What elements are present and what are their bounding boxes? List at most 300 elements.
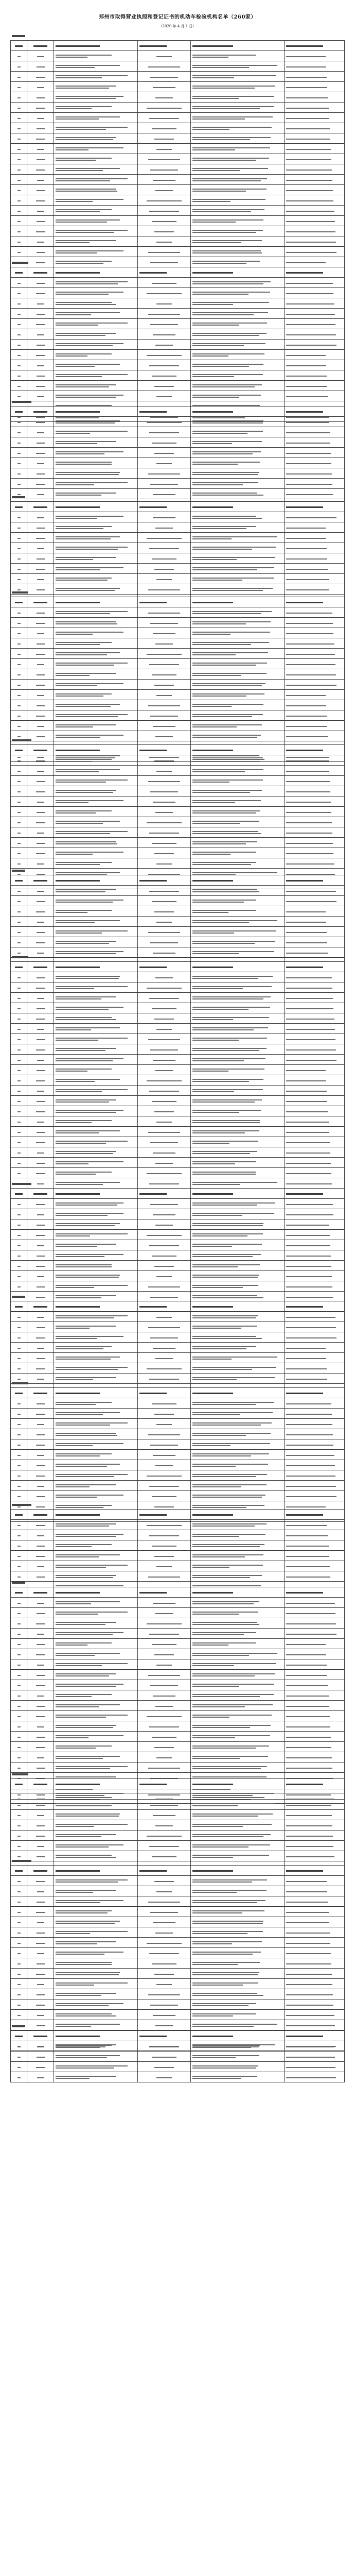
table-cell [191, 927, 285, 937]
table-row [11, 1800, 345, 1810]
table-cell [11, 721, 27, 731]
table-header-cell [54, 2031, 137, 2041]
table-cell [191, 1711, 285, 1721]
table-row [11, 638, 345, 649]
section-heading [10, 261, 28, 264]
table-cell [27, 1460, 54, 1470]
table-row [11, 329, 345, 340]
table-cell [285, 972, 345, 982]
table-row [11, 61, 345, 72]
table-cell [11, 1137, 27, 1147]
table-header-cell [191, 1866, 285, 1876]
table-cell [11, 1158, 27, 1168]
table-header-cell [11, 1388, 27, 1398]
table-cell [191, 628, 285, 638]
table-row [11, 1055, 345, 1065]
table-row [11, 993, 345, 1003]
table-cell [285, 564, 345, 574]
table-row [11, 1851, 345, 1861]
table-row [11, 144, 345, 154]
table-header-row [11, 2031, 345, 2041]
table-cell [191, 1831, 285, 1841]
table-cell [137, 1281, 191, 1292]
table-cell [27, 448, 54, 458]
table-row [11, 1690, 345, 1701]
table-cell [54, 690, 137, 700]
table-cell [285, 1701, 345, 1711]
table-cell [191, 288, 285, 298]
table-cell [285, 82, 345, 92]
table-cell [27, 417, 54, 427]
table-header-cell [137, 1301, 191, 1312]
table-cell [191, 1419, 285, 1429]
table-cell [27, 1106, 54, 1116]
table-cell [54, 1250, 137, 1261]
table-cell [137, 1690, 191, 1701]
table-cell [285, 543, 345, 553]
table-cell [285, 1711, 345, 1721]
table-cell [191, 82, 285, 92]
table-cell [285, 298, 345, 309]
table-cell [191, 1230, 285, 1240]
table-cell [137, 649, 191, 659]
table-header-cell [27, 1301, 54, 1312]
table-header-cell [137, 1866, 191, 1876]
table-cell [285, 1209, 345, 1219]
table-cell [54, 1332, 137, 1343]
section-heading [10, 1503, 31, 1506]
table-cell [54, 489, 137, 499]
table-cell [137, 1158, 191, 1168]
table-cell [54, 1312, 137, 1322]
table-cell [54, 1230, 137, 1240]
table-cell [11, 838, 27, 848]
table-cell [54, 1618, 137, 1629]
table-cell [285, 1261, 345, 1271]
table-cell [54, 680, 137, 690]
registry-table [10, 1865, 345, 2051]
table-cell [54, 1608, 137, 1618]
table-cell [27, 2072, 54, 2082]
table-cell [11, 1491, 27, 1501]
table-cell [137, 1127, 191, 1137]
table-cell [54, 533, 137, 543]
table-cell [54, 1003, 137, 1013]
table-cell [137, 848, 191, 858]
table-cell [137, 993, 191, 1003]
table-cell [27, 1491, 54, 1501]
table-cell [27, 1886, 54, 1896]
table-cell [27, 1481, 54, 1491]
table-header-cell [11, 1510, 27, 1520]
table-row [11, 584, 345, 595]
table-row [11, 1409, 345, 1419]
table-cell [54, 1639, 137, 1649]
table-cell [285, 618, 345, 628]
table-cell [54, 669, 137, 680]
table-cell [285, 1491, 345, 1501]
table-cell [11, 1598, 27, 1608]
table-cell [191, 700, 285, 710]
table-header-row [11, 597, 345, 607]
table-cell [54, 2062, 137, 2072]
table-cell [191, 72, 285, 82]
table-cell [54, 1086, 137, 1096]
table-cell [285, 848, 345, 858]
table-cell [11, 309, 27, 319]
table-cell [285, 329, 345, 340]
table-header-cell [191, 597, 285, 607]
table-cell [11, 1639, 27, 1649]
table-cell [285, 1137, 345, 1147]
table-cell [191, 1363, 285, 1374]
table-cell [191, 755, 285, 766]
table-cell [27, 1199, 54, 1209]
table-cell [11, 776, 27, 786]
table-cell [27, 1240, 54, 1250]
table-row [11, 381, 345, 391]
table-row [11, 468, 345, 479]
table-cell [191, 1752, 285, 1762]
table-row [11, 1158, 345, 1168]
table-cell [285, 2062, 345, 2072]
table-cell [191, 1701, 285, 1711]
table-cell [11, 479, 27, 489]
section-heading [10, 869, 25, 872]
table-cell [137, 1322, 191, 1332]
table-header-row [11, 502, 345, 512]
table-cell [137, 1927, 191, 1938]
table-cell [191, 1470, 285, 1481]
table-cell [27, 1907, 54, 1917]
table-header-cell [11, 1779, 27, 1789]
table-cell [54, 807, 137, 817]
table-cell [11, 1841, 27, 1851]
table-cell [191, 437, 285, 448]
table-cell [54, 972, 137, 982]
table-cell [285, 458, 345, 468]
table-cell [27, 1470, 54, 1481]
table-cell [11, 607, 27, 618]
table-cell [27, 51, 54, 61]
table-header-row [11, 1189, 345, 1199]
table-header-cell [285, 1510, 345, 1520]
table-header-cell [137, 41, 191, 51]
table-cell [11, 206, 27, 216]
table-cell [11, 1470, 27, 1481]
table-cell [137, 659, 191, 669]
table-cell [137, 1732, 191, 1742]
table-cell [27, 564, 54, 574]
table-cell [191, 817, 285, 827]
table-cell [285, 61, 345, 72]
table-cell [285, 1332, 345, 1343]
table-cell [137, 458, 191, 468]
section-heading-placeholder [12, 870, 25, 872]
table-cell [27, 1158, 54, 1168]
table-row [11, 479, 345, 489]
table-cell [11, 1261, 27, 1271]
table-cell [191, 1551, 285, 1561]
section-heading-placeholder [12, 1296, 25, 1298]
table-header-cell [285, 41, 345, 51]
table-cell [191, 1896, 285, 1907]
table-cell [191, 584, 285, 595]
table-cell [54, 309, 137, 319]
table-cell [54, 512, 137, 522]
table-cell [285, 381, 345, 391]
table-header-row [11, 1301, 345, 1312]
table-cell [191, 391, 285, 401]
table-cell [285, 796, 345, 807]
table-row [11, 206, 345, 216]
table-cell [191, 1639, 285, 1649]
table-row [11, 1491, 345, 1501]
table-cell [27, 257, 54, 267]
table-cell [54, 906, 137, 917]
table-cell [27, 1429, 54, 1439]
table-cell [137, 1343, 191, 1353]
table-cell [27, 533, 54, 543]
table-cell [137, 1820, 191, 1831]
table-cell [27, 807, 54, 817]
table-cell [285, 1178, 345, 1189]
table-header-cell [11, 1866, 27, 1876]
table-cell [191, 669, 285, 680]
section-heading [10, 955, 28, 959]
table-cell [11, 1240, 27, 1250]
table-row [11, 2020, 345, 2030]
table-cell [191, 659, 285, 669]
table-cell [27, 1343, 54, 1353]
table-cell [54, 103, 137, 113]
table-cell [27, 123, 54, 133]
table-cell [54, 417, 137, 427]
table-cell [11, 710, 27, 721]
table-cell [285, 1230, 345, 1240]
table-cell [285, 1896, 345, 1907]
table-header-cell [11, 597, 27, 607]
table-row [11, 1481, 345, 1491]
table-cell [27, 1649, 54, 1659]
table-row [11, 391, 345, 401]
table-cell [27, 288, 54, 298]
table-cell [191, 1999, 285, 2010]
table-cell [27, 247, 54, 257]
table-cell [27, 1271, 54, 1281]
table-row [11, 257, 345, 267]
table-cell [54, 1752, 137, 1762]
table-header-cell [11, 1189, 27, 1199]
table-cell [11, 1752, 27, 1762]
table-row [11, 1137, 345, 1147]
table-cell [11, 1690, 27, 1701]
section-heading-placeholder [12, 35, 25, 37]
table-cell [54, 776, 137, 786]
table-cell [11, 1999, 27, 2010]
table-header-cell [11, 267, 27, 278]
table-cell [285, 164, 345, 175]
table-cell [191, 1271, 285, 1281]
table-cell [285, 522, 345, 533]
table-header-row [11, 41, 345, 51]
table-header-cell [11, 502, 27, 512]
table-cell [285, 1044, 345, 1055]
table-cell [137, 1460, 191, 1470]
table-cell [27, 489, 54, 499]
table-row [11, 1178, 345, 1189]
table-cell [285, 680, 345, 690]
table-cell [54, 437, 137, 448]
table-cell [137, 206, 191, 216]
table-cell [285, 1732, 345, 1742]
table-cell [191, 1374, 285, 1384]
table-cell [137, 1618, 191, 1629]
table-cell [27, 437, 54, 448]
table-cell [285, 1886, 345, 1896]
table-row [11, 1439, 345, 1450]
table-cell [27, 1086, 54, 1096]
table-row [11, 2010, 345, 2020]
table-cell [11, 103, 27, 113]
table-cell [137, 278, 191, 288]
table-cell [27, 1618, 54, 1629]
table-cell [27, 796, 54, 807]
table-row [11, 807, 345, 817]
table-cell [27, 1332, 54, 1343]
table-header-cell [27, 267, 54, 278]
table-cell [27, 512, 54, 522]
table-cell [11, 458, 27, 468]
table-cell [191, 574, 285, 584]
table-row [11, 427, 345, 437]
table-cell [27, 1948, 54, 1958]
table-cell [137, 947, 191, 958]
table-cell [137, 1629, 191, 1639]
table-cell [27, 1701, 54, 1711]
table-cell [137, 1075, 191, 1086]
table-cell [137, 1659, 191, 1670]
table-cell [285, 776, 345, 786]
table-cell [137, 1958, 191, 1969]
table-cell [285, 917, 345, 927]
table-cell [27, 1250, 54, 1261]
table-cell [11, 164, 27, 175]
table-cell [27, 309, 54, 319]
table-cell [27, 1147, 54, 1158]
table-cell [137, 1670, 191, 1680]
section-heading-placeholder [12, 401, 31, 403]
table-row [11, 1841, 345, 1851]
table-cell [11, 1219, 27, 1230]
table-cell [137, 858, 191, 869]
table-cell [11, 226, 27, 236]
table-cell [11, 1086, 27, 1096]
table-cell [137, 468, 191, 479]
table-cell [285, 113, 345, 123]
table-cell [27, 1876, 54, 1886]
table-row [11, 72, 345, 82]
table-row [11, 553, 345, 564]
table-cell [54, 1460, 137, 1470]
table-cell [11, 216, 27, 226]
table-cell [285, 947, 345, 958]
table-cell [27, 1917, 54, 1927]
table-cell [54, 584, 137, 595]
table-cell [137, 417, 191, 427]
table-header-cell [54, 41, 137, 51]
table-cell [11, 236, 27, 247]
table-cell [191, 206, 285, 216]
table-cell [11, 796, 27, 807]
table-cell [27, 618, 54, 628]
table-header-cell [11, 406, 27, 417]
table-cell [11, 1831, 27, 1841]
table-cell [137, 2062, 191, 2072]
registry-table [10, 1509, 345, 1592]
table-cell [191, 1024, 285, 1034]
table-cell [191, 858, 285, 869]
table-cell [137, 628, 191, 638]
table-cell [11, 1938, 27, 1948]
table-row [11, 319, 345, 329]
table-cell [27, 1013, 54, 1024]
table-cell [27, 690, 54, 700]
table-cell [54, 1261, 137, 1271]
table-header-cell [191, 962, 285, 972]
table-cell [191, 1439, 285, 1450]
table-cell [11, 329, 27, 340]
table-cell [137, 584, 191, 595]
table-cell [27, 947, 54, 958]
table-cell [27, 216, 54, 226]
table-cell [285, 479, 345, 489]
section-heading-placeholder [12, 1582, 25, 1584]
table-cell [285, 896, 345, 906]
table-cell [191, 1979, 285, 1989]
table-row [11, 1598, 345, 1608]
table-row [11, 533, 345, 543]
table-cell [285, 2041, 345, 2052]
table-cell [137, 669, 191, 680]
table-cell [54, 886, 137, 896]
table-cell [11, 468, 27, 479]
table-row [11, 1419, 345, 1429]
table-row [11, 776, 345, 786]
table-cell [11, 1629, 27, 1639]
table-cell [54, 133, 137, 144]
table-cell [191, 298, 285, 309]
table-header-row [11, 875, 345, 886]
table-cell [137, 1178, 191, 1189]
table-cell [191, 1158, 285, 1168]
table-row [11, 607, 345, 618]
table-cell [285, 2020, 345, 2030]
table-row [11, 123, 345, 133]
table-cell [191, 638, 285, 649]
table-cell [285, 2072, 345, 2082]
table-row [11, 1969, 345, 1979]
table-cell [27, 458, 54, 468]
table-cell [54, 1419, 137, 1429]
table-cell [191, 649, 285, 659]
table-cell [54, 1762, 137, 1773]
table-cell [191, 1742, 285, 1752]
table-header-cell [54, 875, 137, 886]
table-cell [54, 448, 137, 458]
table-cell [27, 1958, 54, 1969]
table-cell [54, 1789, 137, 1800]
